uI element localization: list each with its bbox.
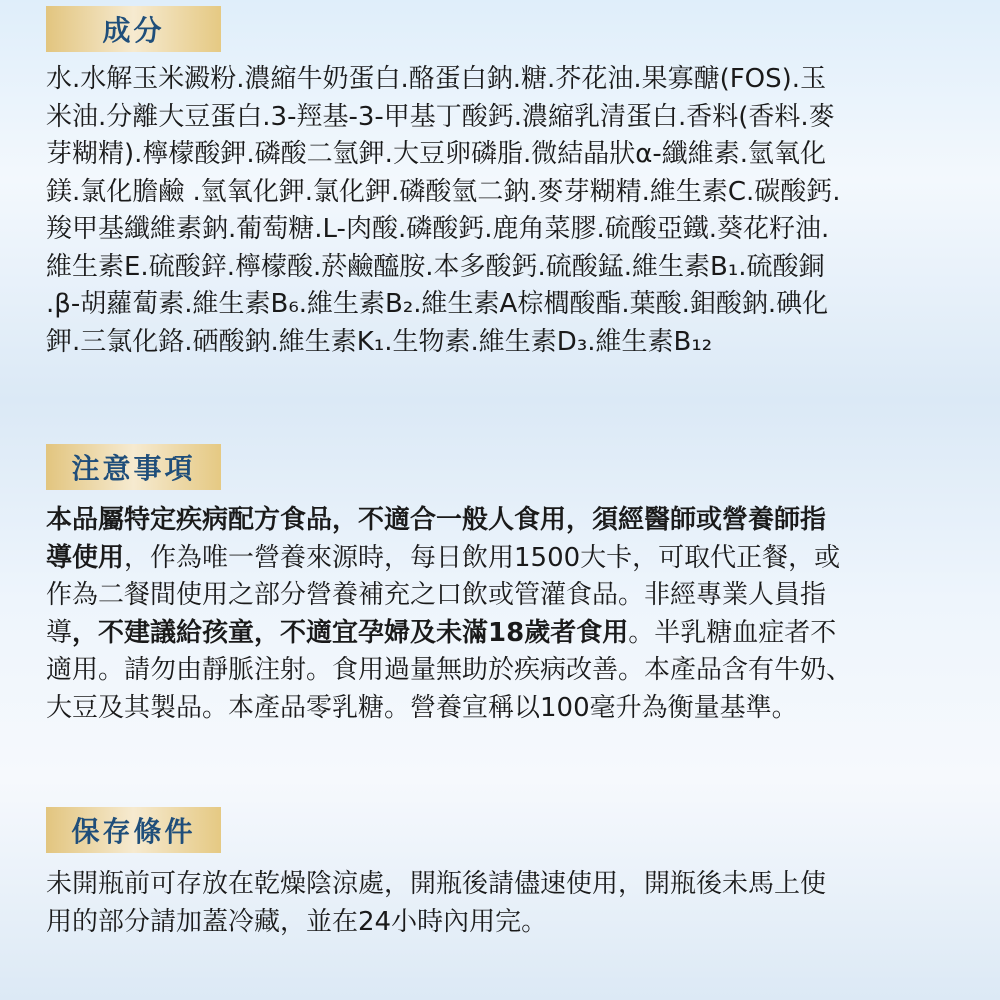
notice-line: [46, 690, 976, 728]
ingredients-line: 羧甲基纖維素鈉.葡萄糖.L-肉酸.磷酸鈣.鹿角菜膠.硫酸亞鐵.葵花籽油.: [46, 214, 830, 244]
notice-text-segment: ，作為唯一營養來源時，每日飲用1500大卡，可取代正餐，或: [124, 542, 841, 573]
notice-line: [46, 540, 976, 578]
ingredients-line: 水.水解玉米澱粉.濃縮牛奶蛋白.酪蛋白鈉.糖.芥花油.果寡醣(FOS).玉: [46, 64, 827, 94]
notice-line: [46, 577, 976, 615]
notice-text-segment: 。半乳糖血症者不: [628, 617, 837, 648]
notice-bold-text: 本品屬特定疾病配方食品，不適合一般人食用，須經醫師或營養師指: [46, 505, 827, 535]
notice-text-segment: 適用。請勿由靜脈注射。食用過量無助於疾病改善。本產品含有牛奶、: [46, 655, 853, 685]
storage-text: [46, 866, 976, 941]
storage-line: 未開瓶前可存放在乾燥陰涼處，開瓶後請儘速使用，開瓶後未馬上使: [46, 869, 827, 899]
ingredients-text: [46, 61, 976, 361]
notice-text: [46, 502, 976, 727]
ingredients-line: 芽糊精).檸檬酸鉀.磷酸二氫鉀.大豆卵磷脂.微結晶狀α-纖維素.氫氧化: [46, 139, 826, 169]
storage-heading: 保存條件: [46, 807, 221, 853]
ingredients-line: 鉀.三氯化鉻.硒酸鈉.維生素K₁.生物素.維生素D₃.維生素B₁₂: [46, 326, 713, 357]
ingredients-line: .β-胡蘿蔔素.維生素B₆.維生素B₂.維生素A棕櫚酸酯.葉酸.鉬酸鈉.碘化: [46, 289, 829, 319]
storage-line: 用的部分請加蓋冷藏，並在24小時內用完。: [46, 906, 548, 937]
ingredients-heading: 成分: [46, 6, 221, 52]
ingredients-line: 維生素E.硫酸鋅.檸檬酸.菸鹼醯胺.本多酸鈣.硫酸錳.維生素B₁.硫酸銅: [46, 251, 825, 282]
notice-heading: 注意事項: [46, 444, 221, 490]
ingredients-line: 鎂.氯化膽鹼 .氫氧化鉀.氯化鉀.磷酸氫二鈉.麥芽糊精.維生素C.碳酸鈣.: [46, 176, 841, 207]
notice-text-segment: 導: [46, 617, 73, 648]
notice-bold-text: ，不建議給孩童，不適宜孕婦及未滿18歲者食用: [72, 617, 629, 648]
notice-text-segment: 大豆及其製品。本產品零乳糖。營養宣稱以100毫升為衡量基準。: [46, 692, 798, 723]
ingredients-line: 米油.分離大豆蛋白.3-羥基-3-甲基丁酸鈣.濃縮乳清蛋白.香料(香料.麥: [46, 101, 835, 132]
notice-line: [46, 615, 976, 653]
notice-line: [46, 652, 976, 690]
notice-bold-text: 導使用: [46, 542, 125, 573]
notice-text-segment: 作為二餐間使用之部分營養補充之口飲或管灌食品。非經專業人員指: [46, 580, 827, 610]
notice-line: [46, 502, 976, 540]
